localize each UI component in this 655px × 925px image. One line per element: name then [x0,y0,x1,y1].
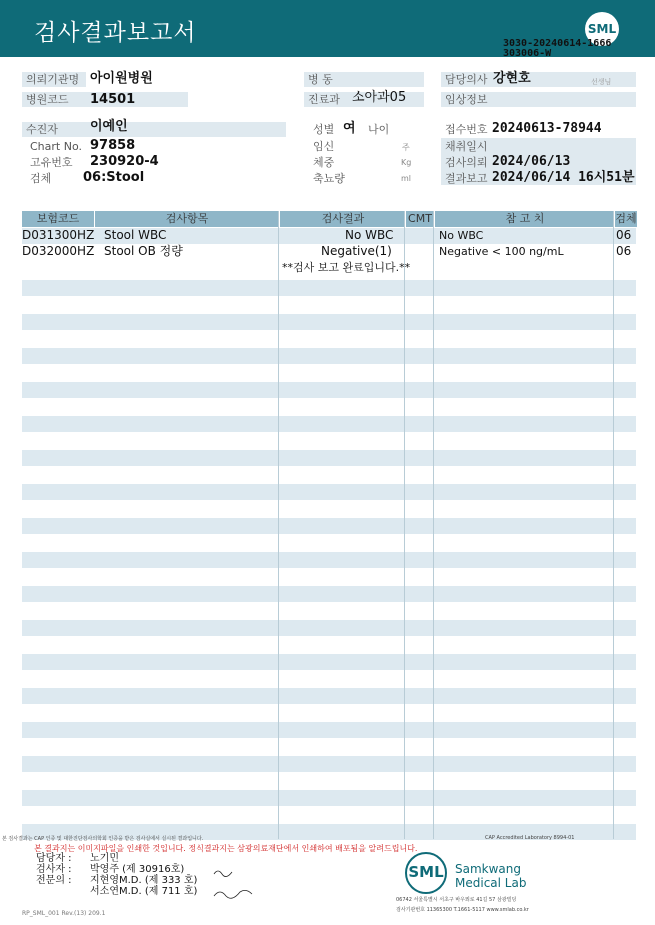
row2-specimen: 06 [616,244,632,258]
table-band [22,688,636,704]
report-id-2: 303006-W [503,48,552,59]
sml-logo-text: SML [587,22,617,36]
result-value: 2024/06/14 16시51분 [492,170,635,185]
row1-ref: No WBC [439,229,484,242]
row2-result: Negative(1) [321,244,392,258]
weight-label: 체중 [313,156,335,169]
staff-role-3: 전문의 : [36,875,72,886]
th-ref: 참 고 치 [434,211,615,227]
doctor-suffix: 선생님 [591,78,612,86]
collect-label: 채취일시 [445,140,488,153]
table-band [22,450,636,466]
staff-name-1: 노기민 [90,853,119,864]
table-band [22,348,636,364]
th-item: 검사항목 [94,211,279,227]
row1-result: No WBC [345,228,394,242]
lab-address: 06742 서울특별시 서초구 바우뫼로 41길 57 삼광빌딩 [396,897,517,903]
institution-value: 아이원병원 [90,71,153,86]
table-band [22,790,636,806]
table-band [22,416,636,432]
unique-value: 230920-4 [90,154,159,169]
row1-item: Stool WBC [104,228,167,242]
table-band [22,722,636,738]
hospital-code-label: 병원코드 [22,92,86,107]
dept-label: 진료과 [304,92,424,107]
patient-label: 수진자 [22,122,286,137]
institution-label: 의뢰기관명 [22,72,86,87]
ward-label: 병 동 [304,72,424,87]
patient-value: 이예인 [90,119,128,134]
doctor-label: 담당의사 [441,72,636,87]
table-band [22,586,636,602]
row2-item: Stool OB 정량 [104,244,183,258]
result-label: 결과보고 [445,172,488,185]
th-cmt: CMT [405,211,434,227]
form-code: RP_SML_001 Rev.(13) 209.1 [22,910,106,917]
table-band [22,382,636,398]
chart-value: 97858 [90,138,136,153]
specimen-label: 검체 [30,172,52,185]
urine-label: 축뇨량 [313,172,345,185]
staff-name-4: 서소연M.D. (제 711 호) [90,886,198,897]
dept-value: 소아과05 [352,90,407,105]
signature-marks [210,862,270,902]
table-band [22,654,636,670]
staff-role-1: 담당자 : [36,853,72,864]
col-divider [404,211,405,839]
request-label: 검사의뢰 [445,156,488,169]
clinical-label: 임상정보 [441,92,636,107]
table-band [22,518,636,534]
urine-unit: ml [401,174,412,183]
sex-value: 여 [343,121,356,136]
th-specimen: 검체 [615,212,637,225]
th-code: 보험코드 [22,211,94,227]
request-value: 2024/06/13 [492,154,571,169]
unique-label: 고유번호 [30,156,73,169]
receipt-label: 접수번호 [445,123,488,136]
table-band [22,314,636,330]
specimen-value: 06:Stool [83,170,145,185]
col-divider [433,211,434,839]
report-title: 검사결과보고서 [34,20,197,46]
preg-label: 임신 [313,140,335,153]
row1-specimen: 06 [616,228,632,242]
table-band [22,620,636,636]
cap-text: CAP Accredited Laboratory 8994-01 [485,835,575,841]
lab-name-2: Medical Lab [455,876,527,890]
preg-unit: 주 [402,143,410,152]
weight-unit: Kg [401,158,412,167]
row2-code: D032000HZ [22,244,95,258]
complete-note: **검사 보고 완료입니다.** [282,261,411,274]
receipt-value: 20240613-78944 [492,121,602,136]
lab-contact: 검사기관번호 11365300 T.1661-5117 www.smlab.co.kr [396,907,529,913]
th-result: 검사결과 [279,211,406,227]
table-band [22,280,636,296]
age-label: 나이 [368,123,390,136]
col-divider [613,211,614,839]
staff-name-3: 지현영M.D. (제 333 호) [90,875,198,886]
col-divider [278,211,279,839]
staff-name-2: 박영주 (제 30916호) [90,864,185,875]
table-band [22,756,636,772]
lab-name-1: Samkwang [455,862,521,876]
chart-label: Chart No. [30,140,82,153]
row2-ref: Negative < 100 ng/mL [439,245,564,258]
doctor-value: 강현호 [493,71,531,86]
report-id-1: 3030-20240614-1666 [503,38,612,49]
row1-code: D031300HZ [22,228,95,242]
staff-role-2: 검사자 : [36,864,72,875]
table-band [22,552,636,568]
footer-notice-small: 본 검사결과는 CAP 인증 및 대한진단검사의학회 인증을 받은 검사실에서 실시된 결과입니다. [2,836,204,842]
table-band [22,484,636,500]
footer-notice-red: 본 결과지는 이미지파일을 인쇄한 것입니다. 정식결과지는 삼광의료재단에서 인쇄하여 배포됨을 알려드립니다. [34,844,418,853]
sex-label: 성별 [313,123,335,136]
hospital-code-value: 14501 [90,92,136,107]
lab-logo-text: SML [408,863,444,881]
